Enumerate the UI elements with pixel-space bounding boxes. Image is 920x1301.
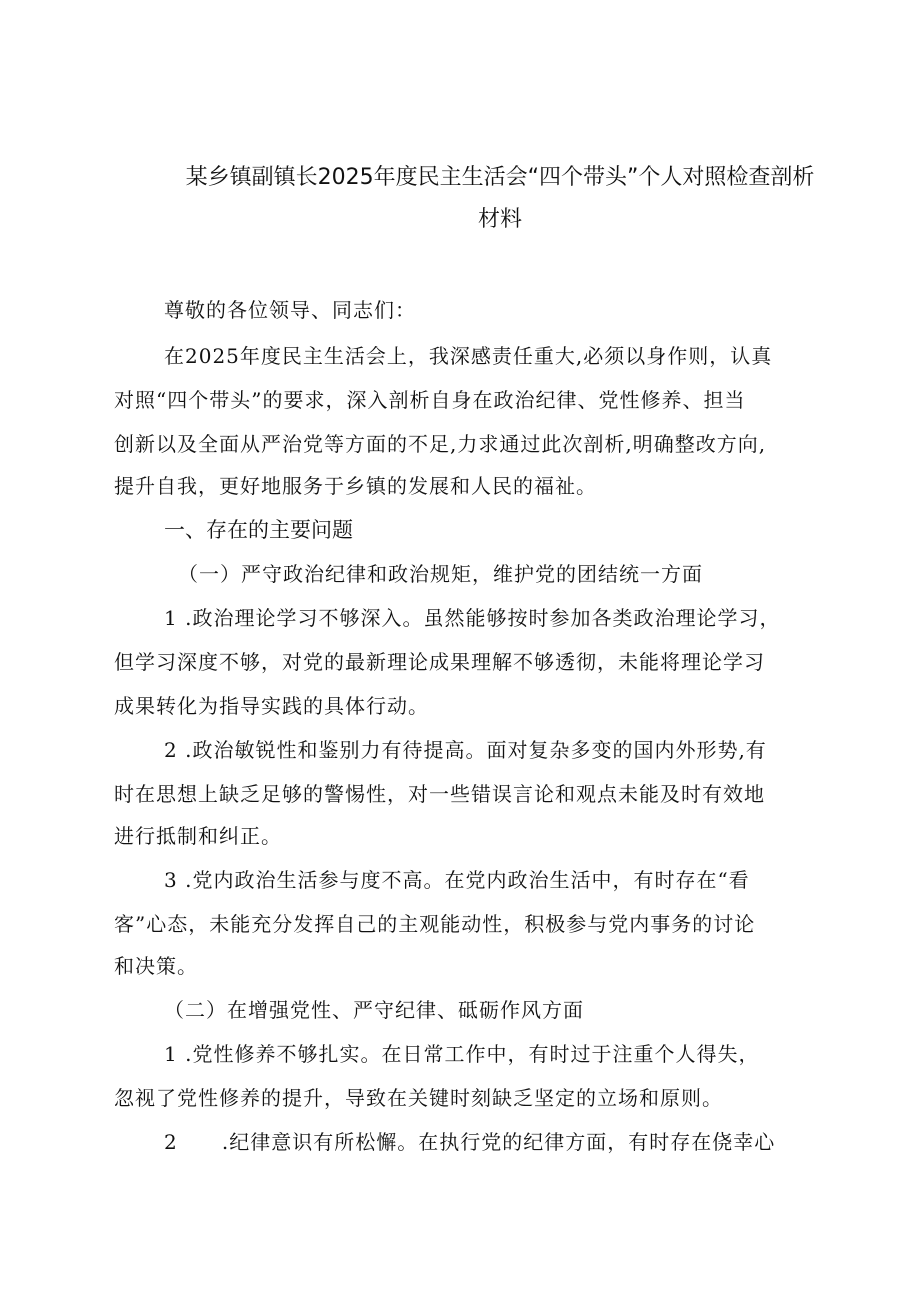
paragraph-line: 2 .政治敏锐性和鉴别力有待提高。面对复杂多变的国内外形势,有 (164, 738, 767, 762)
paragraph-line: 1 .政治理论学习不够深入。虽然能够按时参加各类政治理论学习， (164, 606, 781, 630)
paragraph-line: 忽视了党性修养的提升，导致在关键时刻缺乏坚定的立场和原则。 (114, 1086, 723, 1110)
intro-line: 提升自我，更好地服务于乡镇的发展和人民的福祉。 (114, 474, 597, 498)
paragraph-line: 1 .党性修养不够扎实。在日常工作中，有时过于注重个人得失， (164, 1042, 760, 1066)
paragraph-line: 和决策。 (114, 954, 198, 978)
paragraph-line: 但学习深度不够，对党的最新理论成果理解不够透彻，未能将理论学习 (114, 650, 765, 674)
intro-line: 对照“四个带头”的要求，深入剖析自身在政治纪律、党性修养、担当 (114, 388, 746, 412)
paragraph-line: 成果转化为指导实践的具体行动。 (114, 694, 429, 718)
subsection-heading: （一）严守政治纪律和政治规矩，维护党的团结统一方面 (178, 562, 703, 586)
intro-line: 创新以及全面从严治党等方面的不足,力求通过此次剖析,明确整改方向, (114, 432, 767, 456)
paragraph-line: 时在思想上缺乏足够的警惕性，对一些错误言论和观点未能及时有效地 (114, 782, 765, 806)
paragraph-line: 客”心态，未能充分发挥自己的主观能动性，积极参与党内事务的讨论 (114, 912, 756, 936)
subsection-heading: （二）在增强党性、严守纪律、砥砺作风方面 (164, 998, 584, 1022)
section-heading: 一、存在的主要问题 (164, 518, 353, 542)
paragraph-line: 2 .纪律意识有所松懈。在执行党的纪律方面，有时存在侥幸心 (164, 1130, 776, 1154)
intro-line: 在2025年度民主生活会上，我深感责任重大,必须以身作则，认真 (164, 344, 773, 368)
salutation: 尊敬的各位领导、同志们： (164, 298, 416, 322)
document-title-line2: 材料 (477, 207, 522, 232)
document-title-line1: 某乡镇副镇长2025年度民主生活会“四个带头”个人对照检查剖析 (185, 165, 815, 190)
paragraph-line: 3 .党内政治生活参与度不高。在党内政治生活中，有时存在“看 (164, 868, 750, 892)
paragraph-line: 进行抵制和纠正。 (114, 824, 282, 848)
